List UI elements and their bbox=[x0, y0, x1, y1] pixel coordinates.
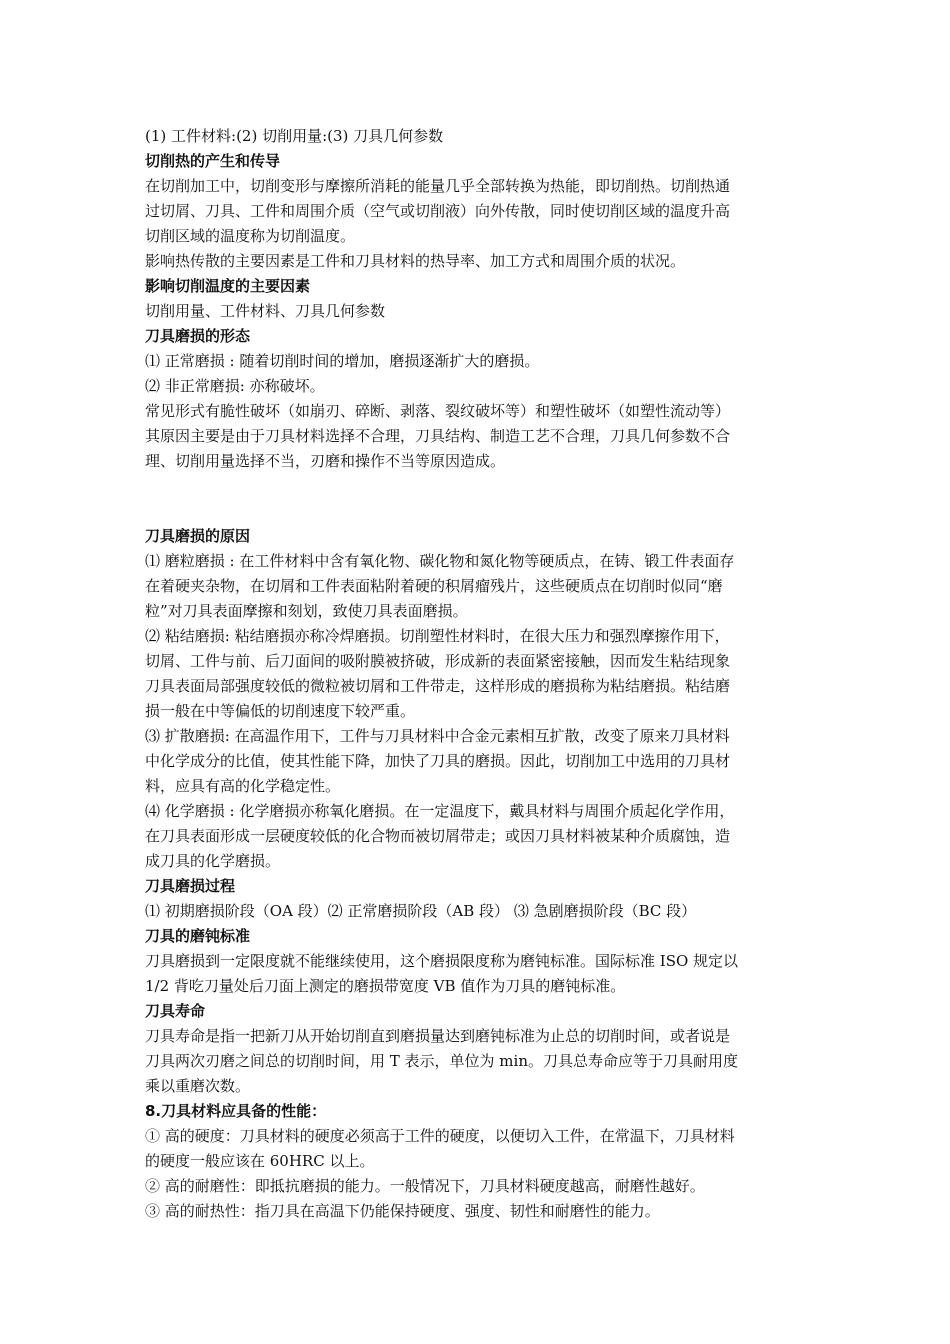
text-line: ⑷ 化学磨损 : 化学磨损亦称氧化磨损。在一定温度下，戴具材料与周围介质起化学作用， bbox=[145, 802, 735, 820]
heading-wear-causes bbox=[145, 524, 815, 549]
text-line: 刀具寿命 bbox=[145, 1002, 206, 1020]
text-line: 损一般在中等偏低的切削速度下较严重。 bbox=[145, 702, 416, 720]
text-line: 理、切削用量选择不当，刃磨和操作不当等原因造成。 bbox=[145, 452, 506, 470]
text-line: 在着硬夹杂物，在切屑和工件表面粘附着硬的积屑瘤残片，这些硬质点在切削时似同“磨 bbox=[145, 577, 723, 595]
dull-standard-text bbox=[145, 949, 815, 999]
spacer bbox=[145, 474, 815, 524]
text-line: 在切削加工中，切削变形与摩擦所消耗的能量几乎全部转换为热能，即切削热。切削热通 bbox=[145, 177, 731, 195]
heading-tool-life bbox=[145, 999, 815, 1024]
text-line: 1/2 背吃刀量处后刀面上测定的磨损带宽度 VB 值作为刀具的磨钝标准。 bbox=[145, 977, 626, 995]
text-line: 刀具磨损到一定限度就不能继续使用，这个磨损限度称为磨钝标准。国际标准 ISO 规定以 bbox=[145, 952, 739, 970]
text-line: 刀具两次刃磨之间总的切削时间，用 T 表示，单位为 min。刀具总寿命应等于刀具耐用度 bbox=[145, 1052, 738, 1070]
heading-temperature-factors bbox=[145, 274, 815, 299]
text-line: ⑴ 磨粒磨损 : 在工件材料中含有氧化物、碳化物和氮化物等硬质点，在铸、锻工件表面存 bbox=[145, 552, 735, 570]
text-line: 8.刀具材料应具备的性能： bbox=[145, 1102, 327, 1120]
text-line: 切屑、工件与前、后刀面间的吸附膜被挤破，形成新的表面紧密接触，因而发生粘结现象 bbox=[145, 652, 731, 670]
text-line: ⑴ 初期磨损阶段（OA 段）⑵ 正常磨损阶段（AB 段） ⑶ 急剧磨损阶段（BC 段） bbox=[145, 902, 697, 920]
text-line: 切削热的产生和传导 bbox=[145, 152, 281, 170]
text-line: ⑴ 正常磨损 : 随着切削时间的增加，磨损逐渐扩大的磨损。 bbox=[145, 352, 540, 370]
text-line: 影响热传散的主要因素是工件和刀具材料的热导率、加工方式和周围介质的状况。 bbox=[145, 252, 686, 270]
text-line: 刀具磨损的形态 bbox=[145, 327, 251, 345]
text-line: 切削用量、工件材料、刀具几何参数 bbox=[145, 302, 386, 320]
text-line: 粒”对刀具表面摩擦和刻划，致使刀具表面磨损。 bbox=[145, 602, 468, 620]
heat-dissipation-text bbox=[145, 249, 815, 274]
text-line: 乘以重磨次数。 bbox=[145, 1077, 251, 1095]
text-line: 刀具磨损的原因 bbox=[145, 527, 251, 545]
document-page bbox=[145, 124, 815, 1224]
text-line: 常见形式有脆性破坏（如崩刃、碎断、剥落、裂纹破坏等）和塑性破坏（如塑性流动等） bbox=[145, 402, 731, 420]
text-line: ⑵ 粘结磨损: 粘结磨损亦称冷焊磨损。切削塑性材料时，在很大压力和强烈摩擦作用下， bbox=[145, 627, 730, 645]
text-line: ⑵ 非正常磨损: 亦称破坏。 bbox=[145, 377, 325, 395]
text-line: 中化学成分的比值，使其性能下降，加快了刀具的磨损。因此，切削加工中选用的刀具材 bbox=[145, 752, 731, 770]
text-line: 过切屑、刀具、工件和周围介质（空气或切削液）向外传散，同时使切削区域的温度升高 bbox=[145, 202, 731, 220]
wear-cause-2 bbox=[145, 624, 815, 724]
wear-form-detail bbox=[145, 399, 815, 474]
wear-cause-1 bbox=[145, 549, 815, 624]
tool-life-text bbox=[145, 1024, 815, 1099]
heading-wear-process bbox=[145, 874, 815, 899]
text-line: ① 高的硬度：刀具材料的硬度必须高于工件的硬度，以便切入工件，在常温下，刀具材料 bbox=[145, 1127, 735, 1145]
text-line: 料，应具有高的化学稳定性。 bbox=[145, 777, 341, 795]
wear-form-2 bbox=[145, 374, 815, 399]
text-line: 成刀具的化学磨损。 bbox=[145, 852, 281, 870]
heat-generation-text bbox=[145, 174, 815, 249]
wear-cause-3 bbox=[145, 724, 815, 799]
text-line: 影响切削温度的主要因素 bbox=[145, 277, 311, 295]
heading-dull-standard bbox=[145, 924, 815, 949]
text-line: ③ 高的耐热性：指刀具在高温下仍能保持硬度、强度、韧性和耐磨性的能力。 bbox=[145, 1202, 660, 1220]
wear-form-1 bbox=[145, 349, 815, 374]
text-line: 其原因主要是由于刀具材料选择不合理，刀具结构、制造工艺不合理，刀具几何参数不合 bbox=[145, 427, 731, 445]
text-line: 切削区域的温度称为切削温度。 bbox=[145, 227, 356, 245]
factors-list bbox=[145, 124, 815, 149]
heading-wear-forms bbox=[145, 324, 815, 349]
text-line: 刀具磨损过程 bbox=[145, 877, 236, 895]
text-line: 刀具的磨钝标准 bbox=[145, 927, 251, 945]
material-property-1 bbox=[145, 1124, 815, 1174]
text-line: (1) 工件材料:(2) 切削用量:(3) 刀具几何参数 bbox=[145, 127, 444, 145]
text-line: 在刀具表面形成一层硬度较低的化合物而被切屑带走；或因刀具材料被某种介质腐蚀，造 bbox=[145, 827, 731, 845]
wear-cause-4 bbox=[145, 799, 815, 874]
wear-process-text bbox=[145, 899, 815, 924]
temperature-factors-text bbox=[145, 299, 815, 324]
heading-tool-material bbox=[145, 1099, 815, 1124]
text-line: 的硬度一般应该在 60HRC 以上。 bbox=[145, 1152, 375, 1170]
text-line: 刀具寿命是指一把新刀从开始切削直到磨损量达到磨钝标准为止总的切削时间，或者说是 bbox=[145, 1027, 731, 1045]
material-property-3 bbox=[145, 1199, 815, 1224]
text-line: ② 高的耐磨性：即抵抗磨损的能力。一般情况下，刀具材料硬度越高，耐磨性越好。 bbox=[145, 1177, 705, 1195]
text-line: 刀具表面局部强度较低的微粒被切屑和工件带走，这样形成的磨损称为粘结磨损。粘结磨 bbox=[145, 677, 731, 695]
text-line: ⑶ 扩散磨损: 在高温作用下，工件与刀具材料中合金元素相互扩散，改变了原来刀具材料 bbox=[145, 727, 730, 745]
material-property-2 bbox=[145, 1174, 815, 1199]
heading-heat-generation bbox=[145, 149, 815, 174]
